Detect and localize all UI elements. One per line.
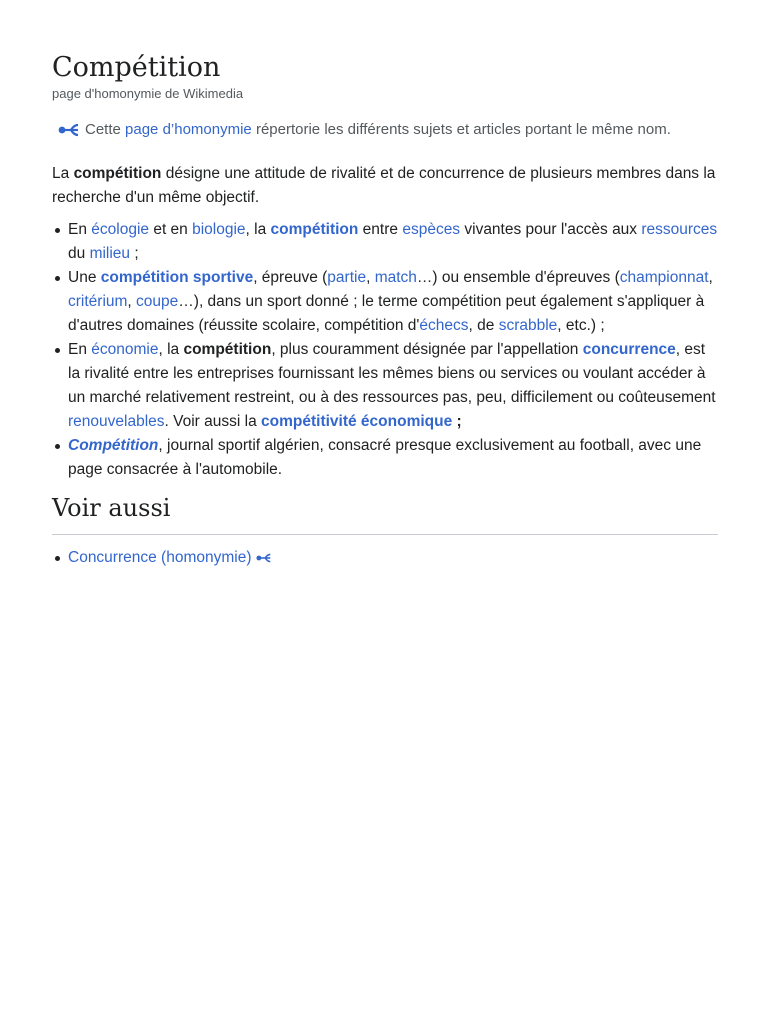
list-text: , la xyxy=(158,341,184,358)
list-text: , de xyxy=(468,317,499,334)
list-text: , la xyxy=(245,221,271,238)
list-text: , xyxy=(366,269,375,286)
link-renouvelables[interactable]: renouvelables xyxy=(68,413,165,430)
list-text: En xyxy=(68,341,92,358)
list-text: ; xyxy=(130,245,139,262)
list-text: , xyxy=(708,269,713,286)
list-text: , épreuve ( xyxy=(253,269,328,286)
list-item xyxy=(68,266,718,338)
list-item xyxy=(68,218,718,266)
article-body xyxy=(52,162,718,482)
link-ressources[interactable]: ressources xyxy=(641,221,718,238)
list-text: , plus couramment désignée par l'appellation xyxy=(271,341,583,358)
link-scrabble[interactable]: scrabble xyxy=(498,317,558,334)
see-also-list xyxy=(52,546,718,570)
list-text: Une xyxy=(68,269,101,286)
hatnote-prefix: Cette xyxy=(85,121,121,138)
list-text: du xyxy=(68,245,90,262)
link-coupe[interactable]: coupe xyxy=(136,293,179,310)
link-echecs[interactable]: échecs xyxy=(419,317,469,334)
disambiguation-icon xyxy=(58,123,79,137)
list-text: vivantes pour l'accès aux xyxy=(460,221,642,238)
link-competitivite-economique[interactable]: compétitivité économique xyxy=(261,413,453,430)
list-text: ; xyxy=(452,413,462,430)
link-championnat[interactable]: championnat xyxy=(619,269,709,286)
link-concurrence[interactable]: concurrence xyxy=(582,341,676,358)
link-economie[interactable]: économie xyxy=(91,341,159,358)
link-criterium[interactable]: critérium xyxy=(68,293,128,310)
list-text: …) ou ensemble d'épreuves ( xyxy=(416,269,620,286)
link-milieu[interactable]: milieu xyxy=(89,245,131,262)
see-also-section xyxy=(52,546,718,570)
hatnote-disambiguation-link[interactable]: page d’homonymie xyxy=(125,121,252,138)
list-text: et en xyxy=(149,221,193,238)
link-ecologie[interactable]: écologie xyxy=(91,221,150,238)
link-especes[interactable]: espèces xyxy=(402,221,461,238)
link-competition-journal[interactable]: Compétition xyxy=(68,437,159,454)
link-concurrence-homonymie[interactable]: Concurrence (homonymie) xyxy=(68,549,252,566)
link-partie[interactable]: partie xyxy=(327,269,367,286)
bold-term: compétition xyxy=(183,341,272,358)
list-text: , xyxy=(127,293,137,310)
list-item xyxy=(68,434,718,482)
page-title: Compétition xyxy=(52,52,221,83)
meanings-list xyxy=(52,218,718,482)
hatnote-suffix: répertorie les différents sujets et articles portant le même nom. xyxy=(255,121,671,138)
intro-text: La xyxy=(52,165,70,182)
link-competition-sportive[interactable]: compétition sportive xyxy=(100,269,254,286)
list-item xyxy=(68,546,718,570)
section-heading-voir-aussi: Voir aussi xyxy=(52,492,718,535)
link-biologie[interactable]: biologie xyxy=(192,221,246,238)
list-text: , est la rivalité entre les entreprises fournissant les mêmes biens ou services ou voulant accéder à un marché relativement restreint, ou à des ressources pas, peu, difficilement ou coûteusement xyxy=(68,341,716,406)
list-text: . Voir aussi la xyxy=(164,413,262,430)
link-competition-biologie[interactable]: compétition xyxy=(270,221,359,238)
disambiguation-icon xyxy=(256,553,271,563)
list-item xyxy=(68,338,718,434)
list-text: , journal sportif algérien, consacré presque exclusivement au football, avec une page consacrée à l'automobile. xyxy=(68,437,702,478)
intro-paragraph xyxy=(52,162,718,210)
list-text: …), dans un sport donné ; le terme compétition peut également s'appliquer à d'autres domaines (réussite scolaire, compétition d' xyxy=(68,293,705,334)
intro-text: désigne une attitude de rivalité et de concurrence de plusieurs membres dans la recherche d'un même objectif. xyxy=(52,165,716,206)
list-text: En xyxy=(68,221,92,238)
link-match[interactable]: match xyxy=(374,269,417,286)
disambiguation-hatnote xyxy=(58,120,718,140)
page-subtitle: page d'homonymie de Wikimedia xyxy=(52,86,244,101)
intro-bold-term: compétition xyxy=(73,165,162,182)
list-text: , etc.) ; xyxy=(557,317,605,334)
list-text: entre xyxy=(358,221,403,238)
